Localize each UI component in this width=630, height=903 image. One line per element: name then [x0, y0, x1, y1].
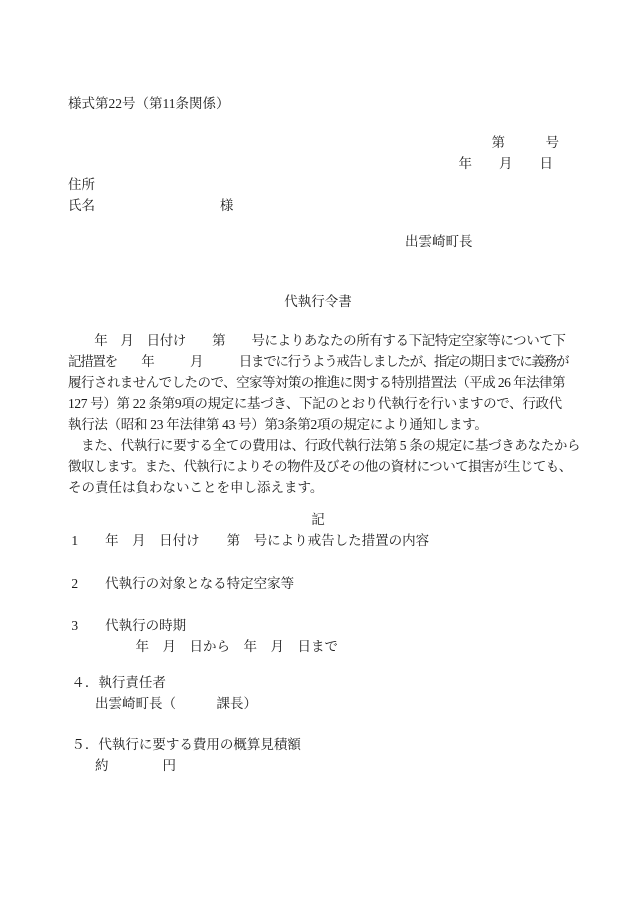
- item-4-officer-name: 出雲崎町長（ 課長）: [68, 696, 257, 711]
- ki-marker: 記: [311, 512, 325, 527]
- recipient-name-line: 氏名 様: [68, 198, 234, 213]
- item-1-warned-measures: 1 年 月 日付け 第 号により戒告した措置の内容: [68, 533, 430, 548]
- item-3-execution-period: 3 代執行の時期: [68, 618, 187, 633]
- body-line: 年 月 日付け 第 号によりあなたの所有する下記特定空家等について下: [68, 333, 566, 348]
- issuer-name: 出雲崎町長: [405, 234, 473, 249]
- document-number: 第 号: [491, 135, 559, 150]
- body-line: 履行されませんでしたので、空家等対策の推進に関する特別措置法（平成 26 年法律第: [68, 375, 565, 390]
- form-number: 様式第22号（第11条関係）: [68, 96, 230, 111]
- item-5-cost-amount: 約 円: [68, 758, 176, 773]
- body-line: 127 号）第 22 条第9項の規定に基づき、下記のとおり代執行を行いますので、行政代: [68, 396, 562, 411]
- body-paragraphs: [68, 330, 581, 498]
- body-line: その責任は負わないことを申し添えます。: [68, 480, 324, 495]
- document-title: 代執行令書: [284, 294, 352, 309]
- item-2-target-vacant-house: 2 代執行の対象となる特定空家等: [68, 576, 295, 591]
- body-line: 執行法（昭和 23 年法律第 43 号）第3条第2項の規定により通知します。: [68, 417, 488, 432]
- body-line: また、代執行に要する全ての費用は、行政代執行法第 5 条の規定に基づきあなたから: [68, 438, 581, 453]
- item-4-responsible-officer: ４．執行責任者: [68, 675, 166, 690]
- body-line: 徴収します。また、代執行によりその物件及びその他の資材について損害が生じても、: [68, 459, 572, 474]
- recipient-address-label: 住所: [68, 177, 95, 192]
- item-5-estimated-cost: ５．代執行に要する費用の概算見積額: [68, 737, 301, 752]
- issue-date-line: 年 月 日: [458, 156, 553, 171]
- item-3-period-dates: 年 月 日から 年 月 日まで: [68, 639, 338, 654]
- body-line: 記措置を 年 月 日までに行うよう戒告しましたが、指定の期日までに義務が: [68, 354, 569, 369]
